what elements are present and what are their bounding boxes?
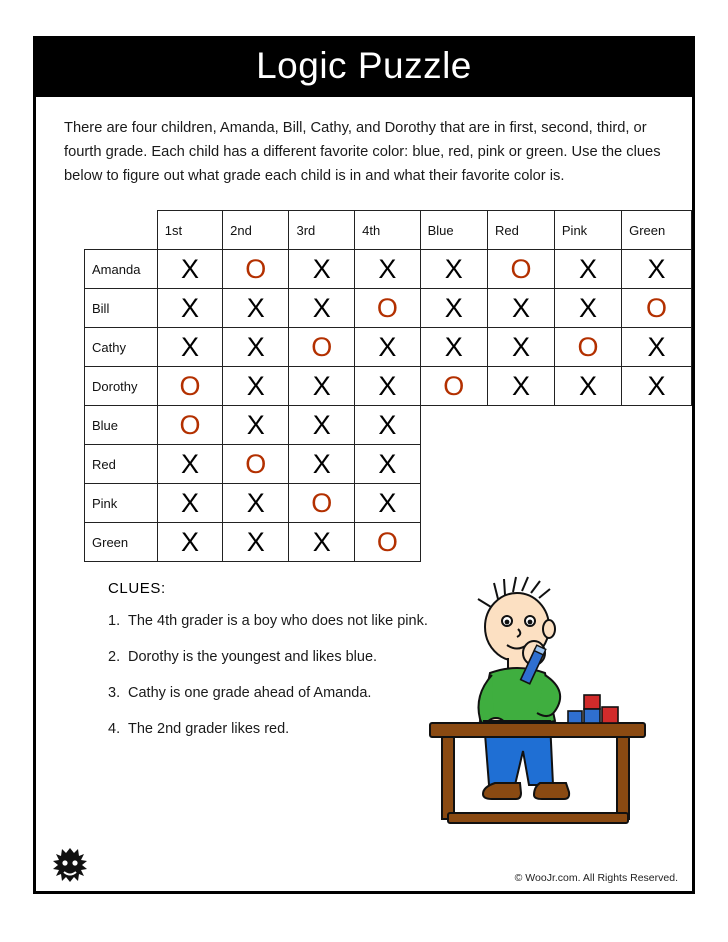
row-header-blue: Blue (85, 406, 158, 445)
grid-cell[interactable]: X (420, 250, 487, 289)
grid-cell[interactable]: O (420, 367, 487, 406)
row-header-green: Green (85, 523, 158, 562)
column-header-4th: 4th (355, 211, 420, 250)
table-header-row (85, 211, 692, 250)
column-header-2nd: 2nd (223, 211, 289, 250)
grid-cell[interactable]: X (157, 523, 222, 562)
grid-cell[interactable]: O (355, 289, 420, 328)
grid-spacer (622, 406, 692, 445)
clue-text: The 2nd grader likes red. (128, 721, 290, 738)
grid-spacer (554, 445, 621, 484)
table-row (85, 406, 692, 445)
clue-number: 3. (108, 685, 121, 702)
grid-spacer (554, 484, 621, 523)
worksheet-page (33, 36, 695, 894)
grid-cell[interactable]: X (420, 289, 487, 328)
clue-item (108, 649, 692, 665)
clue-text: Dorothy is the youngest and likes blue. (128, 649, 378, 666)
grid-spacer (488, 484, 555, 523)
grid-cell[interactable]: X (355, 250, 420, 289)
table-row (85, 445, 692, 484)
clue-text: The 4th grader is a boy who does not like pink. (128, 613, 428, 630)
grid-spacer (420, 406, 487, 445)
grid-cell[interactable]: X (289, 523, 355, 562)
grid-spacer (622, 445, 692, 484)
grid-cell[interactable]: X (157, 328, 222, 367)
grid-cell[interactable]: X (554, 250, 621, 289)
grid-cell[interactable]: X (289, 289, 355, 328)
grid-cell[interactable]: X (355, 445, 420, 484)
grid-cell[interactable]: O (355, 523, 420, 562)
footer-credit-text: © WooJr.com. All Rights Reserved. (514, 872, 678, 884)
grid-cell[interactable]: X (223, 289, 289, 328)
table-row (85, 367, 692, 406)
grid-cell[interactable]: O (289, 484, 355, 523)
grid-cell[interactable]: X (488, 328, 555, 367)
grid-cell[interactable]: X (355, 328, 420, 367)
clues-section (36, 562, 692, 737)
grid-cell[interactable]: X (223, 523, 289, 562)
table-row (85, 250, 692, 289)
column-header-3rd: 3rd (289, 211, 355, 250)
grid-cell[interactable]: X (554, 289, 621, 328)
row-header-dorothy: Dorothy (85, 367, 158, 406)
grid-spacer (420, 484, 487, 523)
logic-grid-table (84, 210, 692, 562)
clue-text: Cathy is one grade ahead of Amanda. (128, 685, 372, 702)
footer-credit (515, 872, 678, 884)
grid-cell[interactable]: X (157, 250, 222, 289)
grid-cell[interactable]: X (355, 484, 420, 523)
grid-cell[interactable]: X (223, 406, 289, 445)
table-row (85, 289, 692, 328)
grid-cell[interactable]: X (420, 328, 487, 367)
logic-grid-container (36, 188, 692, 562)
grid-corner-cell (85, 211, 158, 250)
grid-cell[interactable]: X (622, 328, 692, 367)
column-header-1st: 1st (157, 211, 222, 250)
grid-cell[interactable]: O (488, 250, 555, 289)
row-header-pink: Pink (85, 484, 158, 523)
woojr-logo-icon (50, 845, 90, 885)
grid-cell[interactable]: X (622, 367, 692, 406)
row-header-bill: Bill (85, 289, 158, 328)
row-header-amanda: Amanda (85, 250, 158, 289)
clues-heading: CLUES: (108, 580, 166, 598)
column-header-red: Red (488, 211, 555, 250)
grid-cell[interactable]: X (289, 406, 355, 445)
column-header-blue: Blue (420, 211, 487, 250)
page-title: Logic Puzzle (36, 39, 692, 97)
row-header-cathy: Cathy (85, 328, 158, 367)
grid-cell[interactable]: X (157, 445, 222, 484)
grid-cell[interactable]: O (622, 289, 692, 328)
grid-cell[interactable]: X (488, 289, 555, 328)
grid-cell[interactable]: O (223, 445, 289, 484)
grid-spacer (488, 406, 555, 445)
column-header-pink: Pink (554, 211, 621, 250)
grid-cell[interactable]: X (223, 328, 289, 367)
grid-spacer (622, 484, 692, 523)
grid-cell[interactable]: O (554, 328, 621, 367)
grid-cell[interactable]: X (223, 367, 289, 406)
row-header-red: Red (85, 445, 158, 484)
grid-cell[interactable]: X (488, 367, 555, 406)
clue-number: 2. (108, 649, 121, 666)
clue-number: 4. (108, 721, 121, 738)
table-row (85, 484, 692, 523)
grid-cell[interactable]: X (355, 367, 420, 406)
grid-cell[interactable]: O (289, 328, 355, 367)
grid-cell[interactable]: X (355, 406, 420, 445)
grid-cell[interactable]: X (554, 367, 621, 406)
grid-cell[interactable]: O (223, 250, 289, 289)
grid-cell[interactable]: O (157, 406, 222, 445)
grid-cell[interactable]: X (223, 484, 289, 523)
grid-cell[interactable]: X (289, 250, 355, 289)
table-row (85, 328, 692, 367)
grid-spacer (420, 445, 487, 484)
clue-item (108, 721, 692, 737)
grid-cell[interactable]: O (157, 367, 222, 406)
column-header-green: Green (622, 211, 692, 250)
grid-cell[interactable]: X (622, 250, 692, 289)
grid-spacer (488, 445, 555, 484)
intro-paragraph: There are four children, Amanda, Bill, Cathy, and Dorothy that are in first, second, third, or fourth grade. Each child has a different favorite color: blue, red, pink or green. Use the clues below to figure out what grade each child is in and what their favorite color is. (64, 120, 661, 184)
grid-cell[interactable]: X (157, 484, 222, 523)
grid-cell[interactable]: X (289, 367, 355, 406)
grid-cell[interactable]: X (157, 289, 222, 328)
clue-item (108, 613, 692, 629)
clue-number: 1. (108, 613, 121, 630)
grid-cell[interactable]: X (289, 445, 355, 484)
clue-item (108, 685, 692, 701)
grid-spacer (554, 406, 621, 445)
